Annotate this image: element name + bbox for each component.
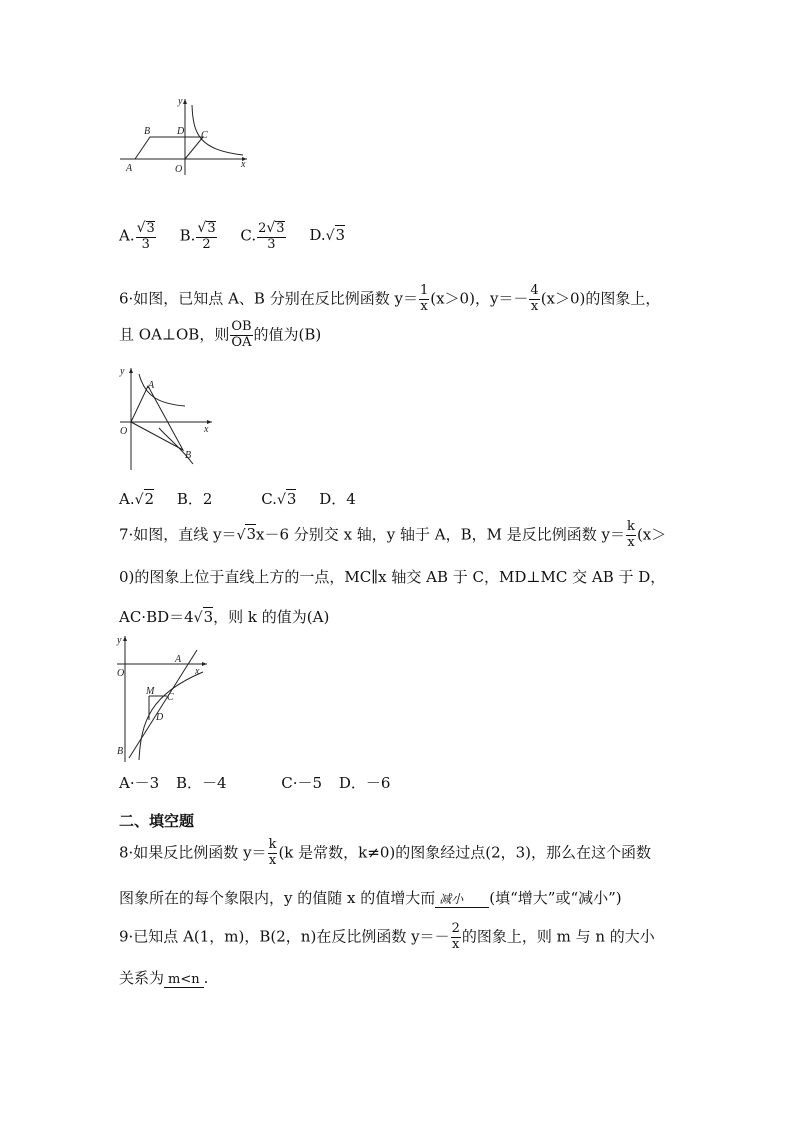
q7-line2: 0)的图象上位于直线上方的一点，MC∥x 轴交 AB 于 C，MD⊥MC 交 AB 于 D，	[119, 568, 666, 586]
q6-option-c[interactable]: C.√3	[261, 490, 297, 508]
label-y: y	[117, 635, 122, 646]
label-C: C	[201, 130, 208, 141]
q7-line3: AC·BD＝4√3，则 k 的值为(A)	[119, 608, 330, 626]
label-A: A	[175, 654, 182, 665]
q7-option-b[interactable]: B．－4	[175, 774, 227, 792]
label-B: B	[117, 746, 124, 757]
q9-line2: 关系为 m<n .	[119, 969, 209, 987]
label-x: x	[204, 424, 209, 435]
label-O: O	[120, 426, 128, 437]
q8-line1: 8·如果反比例函数 y＝ $\frac{k}{x}$ (k 是常数，k≠0)的图象经过点(2，3)，那么在这个函数	[119, 837, 652, 868]
label-B: B	[185, 450, 192, 461]
figure-q5	[115, 95, 255, 180]
q6-line2: 且 OA⊥OB，则 $\frac{OB}{OA}$ 的值为(B)	[119, 319, 322, 350]
label-x: x	[195, 666, 200, 677]
figure-q7	[115, 632, 215, 764]
label-x: x	[241, 159, 246, 170]
q7-line1: 7·如图，直线 y＝√3x－6 分别交 x 轴，y 轴于 A，B，M 是反比例函数 y＝ $\frac{k}{x}$ (x＞	[119, 519, 667, 550]
q7-option-a[interactable]: A·－3	[119, 774, 160, 792]
label-O: O	[175, 164, 183, 175]
q5-option-d[interactable]: D.√3	[309, 226, 346, 245]
q8-line2: 图象所在的每个象限内，y 的值随 x 的值增大而 减小 (填“增大”或“减小”)	[119, 889, 622, 907]
label-D: D	[177, 126, 185, 137]
label-A: A	[126, 163, 133, 174]
q9-line1: 9·已知点 A(1，m)，B(2，n)在反比例函数 y＝－ $\frac{2}{x}$ 的图象上，则 m 与 n 的大小	[119, 921, 655, 952]
figure-q6	[115, 362, 220, 474]
q7-options	[119, 772, 408, 793]
q7-option-c[interactable]: C·－5	[281, 774, 323, 792]
label-y: y	[120, 366, 125, 377]
label-B: B	[144, 126, 151, 137]
line-ab	[129, 650, 197, 758]
q8-answer-blank[interactable]: 减小	[435, 890, 489, 908]
q7-option-d[interactable]: D．－6	[338, 774, 391, 792]
label-A: A	[148, 380, 155, 391]
q6-line1: 6·如图，已知点 A、B 分别在反比例函数 y＝ $\frac{1}{x}$ (x＞0)，y＝－ $\frac{4}{x}$ (x＞0)的图象上，	[119, 283, 661, 314]
label-O: O	[117, 668, 125, 679]
q5-options	[119, 220, 363, 253]
q5-option-c[interactable]: C. $\frac{2√3}{3}$	[240, 220, 285, 252]
hyperbola	[192, 105, 243, 155]
triangle-oab	[131, 386, 183, 450]
q6-option-d[interactable]: D．4	[319, 490, 356, 508]
y-arrow	[129, 368, 133, 373]
q6-option-b[interactable]: B．2	[176, 490, 213, 508]
q9-answer-blank[interactable]: m<n	[164, 972, 204, 988]
q5-option-a[interactable]: A. $\frac{√3}{3}$	[119, 220, 155, 252]
q6-option-a[interactable]: A.√2	[119, 490, 155, 508]
label-y: y	[178, 96, 183, 107]
x-arrow	[202, 662, 207, 666]
parallelogram	[135, 137, 203, 159]
y-arrow	[183, 99, 187, 104]
label-D: D	[156, 712, 164, 723]
label-C: C	[167, 692, 174, 703]
q6-options	[119, 488, 374, 509]
q5-option-b[interactable]: B. $\frac{√3}{2}$	[179, 220, 216, 252]
label-M: M	[146, 686, 155, 697]
section-title: 二、填空题	[119, 812, 195, 830]
y-arrow	[123, 636, 127, 641]
